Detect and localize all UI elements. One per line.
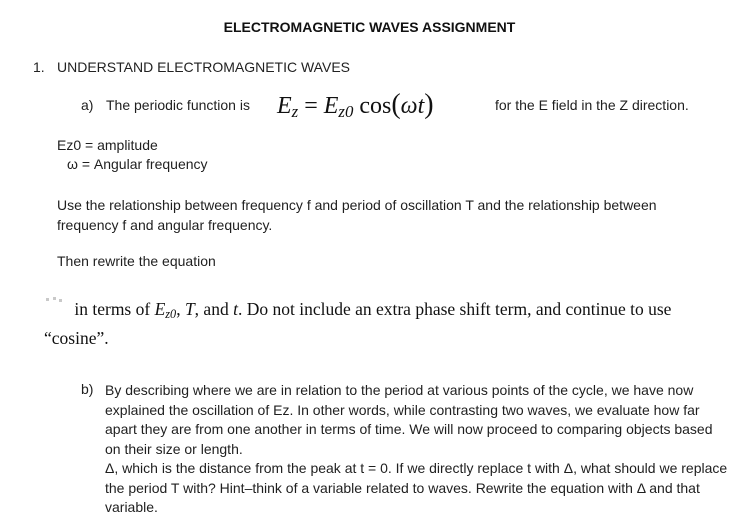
rewrite-terms-paragraph	[44, 297, 724, 350]
terms-text-4: . Do not include an extra phase shift term, and continue to use “cosine”.	[44, 299, 672, 349]
terms-var-ez0-sub: z0	[165, 307, 177, 322]
instruction-paragraph: Use the relationship between frequency f and period of oscillation T and the relationship between frequency f and angular frequency.	[57, 197, 657, 233]
part-b-text-2: Δ, which is the distance from the peak at t = 0. If we directly replace t with Δ, what should we replace the period T with? Hint–think of a variable related to waves. Rewrite the equation with Δ and that variable.	[105, 460, 728, 515]
periodic-function-equation	[277, 89, 434, 122]
definition-amplitude: Ez0 = amplitude	[57, 137, 158, 153]
part-a-intro	[81, 97, 250, 113]
eq-open-paren: (	[391, 89, 401, 120]
terms-var-t-period: T	[184, 299, 195, 319]
part-b-label: b)	[81, 381, 94, 397]
eq-rhs-sub: z0	[338, 102, 354, 122]
eq-close-paren: )	[424, 89, 434, 120]
terms-text-2: ,	[176, 299, 181, 319]
part-a-text-after: for the E field in the Z direction.	[495, 97, 689, 113]
broken-image-icon	[44, 297, 70, 305]
definition-angular-frequency: ω = Angular frequency	[67, 156, 208, 172]
terms-var-ez0: E	[154, 299, 166, 319]
part-b-body	[105, 381, 730, 518]
eq-func: cos	[359, 93, 392, 119]
terms-text-3: , and	[194, 299, 229, 319]
section-heading-text: UNDERSTAND ELECTROMAGNETIC WAVES	[57, 59, 350, 75]
part-b-text-1: By describing where we are in relation to the period at various points of the cycle, we have now explained the oscillation of Ez. In other words, while contrasting two waves, we evaluate how far apart they are from one another in terms of time. We will now proceed to comparing objects based on their size or length.	[105, 382, 713, 457]
eq-lhs-sub: z	[291, 102, 299, 122]
eq-rhs: E	[323, 93, 339, 119]
eq-equals: =	[304, 93, 318, 119]
rewrite-instruction: Then rewrite the equation	[57, 253, 216, 269]
terms-var-t-time: t	[233, 299, 238, 319]
part-a-text-before: The periodic function is	[106, 97, 250, 113]
eq-lhs: E	[277, 93, 292, 119]
section-number: 1.	[33, 59, 45, 75]
terms-text-1: in terms of	[74, 299, 151, 319]
section-heading	[33, 59, 350, 75]
document-title: ELECTROMAGNETIC WAVES ASSIGNMENT	[223, 19, 516, 35]
eq-arg: ωt	[400, 93, 425, 119]
part-a-label: a)	[81, 97, 94, 113]
